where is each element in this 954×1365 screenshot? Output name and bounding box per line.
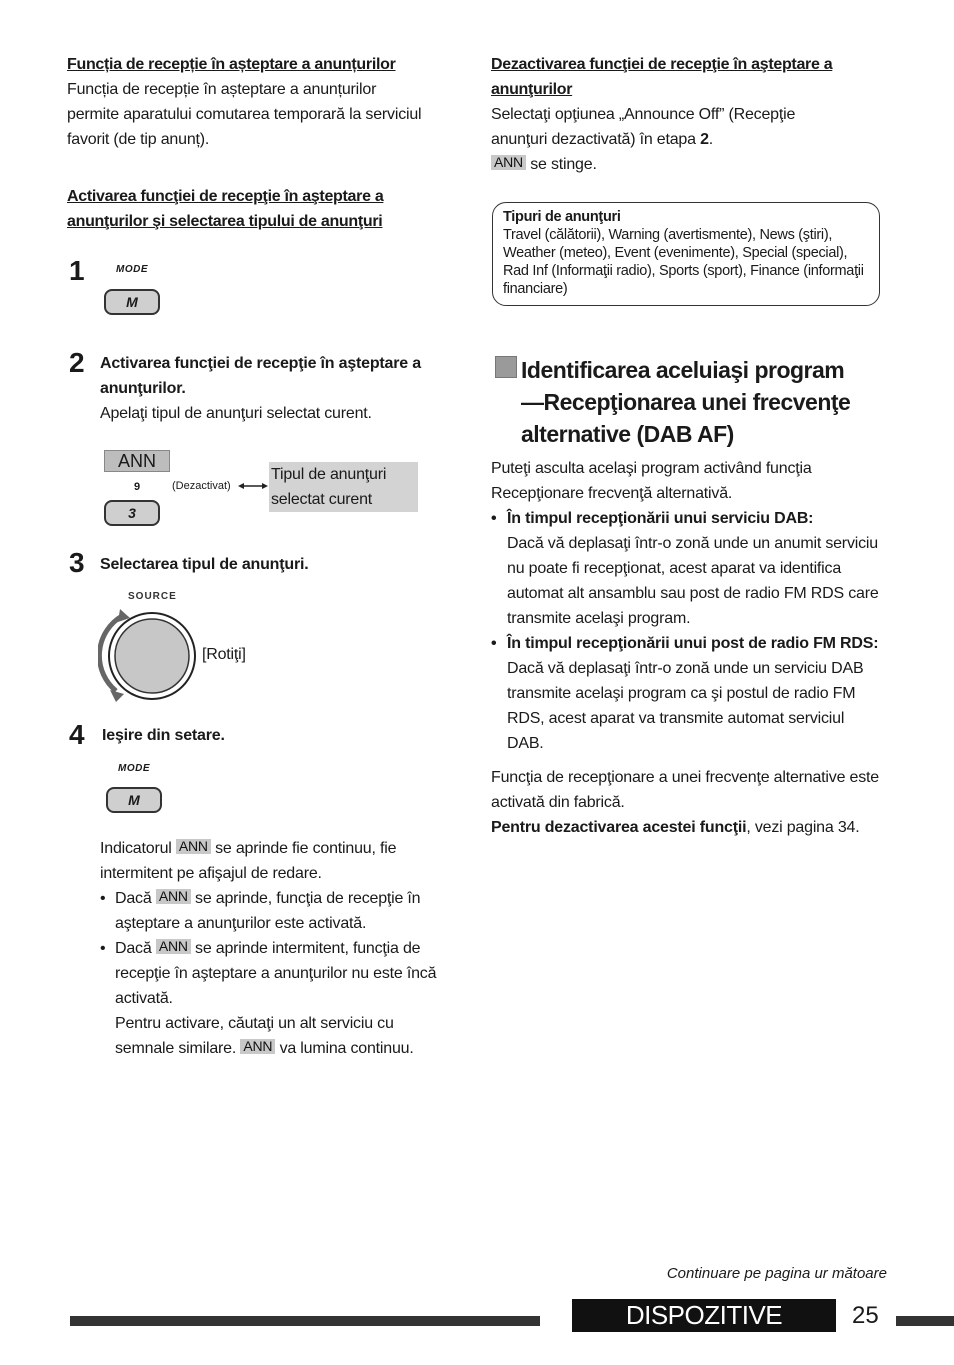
step-2-desc: Apelaţi tipul de anunţuri selectat curent.	[100, 405, 372, 422]
deactivate-paragraph: Selectaţi opţiunea „Announce Off” (Recepţie anunţuri dezactivată) în etapa 2.	[491, 106, 796, 148]
ann-indicator: ANN	[240, 1039, 275, 1054]
page-number: 25	[852, 1302, 879, 1329]
indicator-block	[100, 836, 438, 1061]
source-knob-icon[interactable]	[98, 606, 202, 706]
heading-activate: Activarea funcţiei de recepţie în aşteptare a anunţurilor şi selectarea tipului de anunţuri	[67, 188, 384, 230]
footer-bar-left	[70, 1316, 540, 1326]
step-1-number: 1	[69, 255, 85, 286]
right-intro	[491, 52, 851, 177]
list-item: • Dacă ANN se aprinde intermitent, funcţia de recepţie în aşteptare a anunţurilor nu este încă activată. Pentru activare, căutaţi un alt serviciu cu semnale similare. ANN va lumina continuu.	[100, 938, 437, 1057]
double-arrow-icon	[238, 480, 268, 492]
box-text: Travel (călătorii), Warning (avertismente), News (ştiri), Weather (meteo), Event (evenimente), Special (special), Rad Inf (Informaţii radio), Sports (sport), Finance (informaţii financiare)	[503, 227, 864, 297]
list-item: • Dacă ANN se aprinde, funcţia de recepţie în aşteptare a anunţurilor este activată.	[100, 888, 421, 932]
mode-button-2[interactable]: M	[106, 787, 162, 813]
footer-bar-right	[896, 1316, 954, 1326]
factory-paragraph: Funcţia de recepţionare a unei frecvenţe alternative este activată din fabrică.	[491, 769, 879, 811]
continue-note: Continuare pe pagina ur mătoare	[666, 1265, 887, 1282]
factory-block	[491, 765, 879, 840]
step-2-number: 2	[69, 347, 85, 378]
off-label: (Dezactivat)	[172, 480, 231, 492]
dab-af-intro: Puteţi asculta acelaşi program activând funcţia Recepţionare frecvenţă alternativă.	[491, 460, 812, 502]
dab-af-block	[491, 456, 879, 756]
ann-indicator: ANN	[156, 889, 191, 904]
ann-indicator: ANN	[156, 939, 191, 954]
deactivate-reference: Pentru dezactivarea acestei funcţii, vezi pagina 34.	[491, 819, 860, 836]
step-3-number: 3	[69, 547, 85, 578]
list-item: • În timpul recepţionării unui post de radio FM RDS: Dacă vă deplasaţi într-o zonă unde un serviciu DAB transmite acelaşi program ca şi postul de radio FM RDS, acest aparat va transmite automat serviciul DAB.	[491, 635, 879, 752]
rotate-label: [Rotiţi]	[202, 646, 246, 663]
list-item: • În timpul recepţionării unui serviciu DAB: Dacă vă deplasaţi într-o zonă unde un anumit serviciu nu poate fi recepţionat, acest aparat va identifica automat alt ansamblu sau post de radio FM RDS care transmite acelaşi program.	[491, 510, 879, 627]
mode-button[interactable]: M	[104, 289, 160, 315]
heading-deactivate: Dezactivarea funcţiei de recepţie în aşteptare a anunţurilor	[491, 56, 833, 98]
box-title: Tipuri de anunţuri	[503, 209, 621, 225]
step-3-title: Selectarea tipul de anunţuri.	[100, 556, 309, 573]
standby-paragraph: Funcția de recepție în așteptare a anunțurilor permite aparatului comutarea temporară la serviciul favorit (de tip anunț).	[67, 81, 422, 148]
preset-9-label: 9	[134, 481, 141, 493]
heading-standby: Funcția de recepție în așteptare a anunțurilor	[67, 56, 396, 73]
ann-indicator: ANN	[176, 839, 211, 854]
step-2-text	[100, 351, 430, 426]
section-title: Identificarea aceluiaşi program—Recepţionarea unei frecvenţe alternative (DAB AF)	[521, 357, 851, 447]
mode-label: MODE	[116, 264, 148, 275]
section-tab: DISPOZITIVE EXTERNE	[572, 1299, 836, 1332]
mode-label-2: MODE	[118, 763, 150, 774]
announcement-types-box	[492, 202, 880, 306]
preset-3-button[interactable]: 3	[104, 500, 160, 526]
deactivate-result: ANN se stinge.	[491, 152, 851, 177]
section-square-icon	[495, 356, 517, 378]
step-4-number: 4	[69, 719, 85, 750]
ann-indicator: ANN	[491, 155, 526, 170]
indicator-paragraph: Indicatorul ANN se aprinde fie continuu, fie intermitent pe afişajul de redare.	[100, 838, 397, 882]
ann-display: ANN	[104, 450, 170, 472]
left-intro	[67, 52, 427, 152]
selected-type-label: Tipul de anunţuri selectat curent	[269, 462, 418, 512]
step-4-title: Ieşire din setare.	[102, 727, 225, 744]
step-2-title: Activarea funcţiei de recepţie în aşteptare a anunţurilor.	[100, 355, 421, 397]
source-label: SOURCE	[128, 591, 177, 602]
